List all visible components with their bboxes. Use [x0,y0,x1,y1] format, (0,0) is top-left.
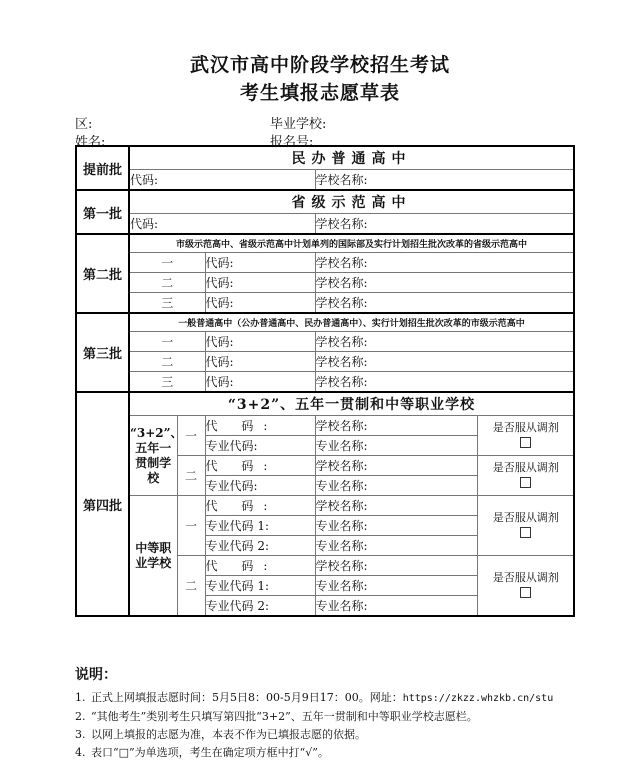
major-name-1-field-fourth-b-1[interactable]: 专业名称: [315,516,478,536]
ordinal-second-2: 二 [129,273,205,293]
note-item-1 [75,689,595,708]
note-item-2 [75,708,595,726]
school-name-field-third-3[interactable]: 学校名称: [315,372,574,393]
ordinal-second-3: 三 [129,293,205,314]
ordinal-third-3: 三 [129,372,205,393]
major-name-field-fourth-a-2[interactable]: 专业名称: [315,476,478,496]
student-name-label: 姓名: [75,135,106,150]
table-row [76,214,574,235]
school-name-field-second-2[interactable]: 学校名称: [315,273,574,293]
note-number: 4. [75,746,86,759]
obey-adjustment-fourth-b-1[interactable] [478,496,574,556]
school-name-field-third-2[interactable]: 学校名称: [315,352,574,372]
code-label: 代 码: [205,459,278,473]
school-name-field-second-1[interactable]: 学校名称: [315,253,574,273]
code-field-first[interactable]: 代码: [129,214,315,235]
obey-adjustment-fourth-a-1[interactable] [478,416,574,456]
school-name-field-first[interactable]: 学校名称: [315,214,574,235]
table-row [76,273,574,293]
volunteer-form-table [75,145,575,617]
batch-label-third: 第三批 [76,313,129,392]
obey-adjustment-label: 是否服从调剂 [492,570,559,584]
ordinal-fourth-b-2: 二 [177,556,205,617]
table-row [76,146,574,170]
code-field-second-3[interactable]: 代码: [205,293,315,314]
code-label: 代 码: [205,559,278,573]
major-name-2-field-fourth-b-2[interactable]: 专业名称: [315,596,478,617]
code-field-third-3[interactable]: 代码: [205,372,315,393]
note-item-3 [75,726,595,744]
batch-label-second: 第二批 [76,234,129,313]
obey-adjustment-checkbox[interactable] [520,437,531,448]
registration-number-label: 报名号: [270,135,314,150]
school-name-field-fourth-b-2[interactable]: 学校名称: [315,556,478,576]
title-line-secondary: 考生填报志愿草表 [239,82,400,104]
code-field-third-1[interactable]: 代码: [205,332,315,352]
section-heading-third: 一般普通高中（公办普通高中、民办普通高中）、实行计划招生批次改革的市级示范高中 [129,313,574,332]
ordinal-fourth-a-2: 二 [177,456,205,496]
major-code-1-field-fourth-b-1[interactable]: 专业代码 1: [205,516,315,536]
table-row [76,170,574,191]
table-row [76,293,574,314]
code-field-second-2[interactable]: 代码: [205,273,315,293]
code-field-fourth-a-1[interactable] [205,416,315,436]
ordinal-third-1: 一 [129,332,205,352]
code-field-fourth-b-2[interactable] [205,556,315,576]
code-field-pre[interactable]: 代码: [129,170,315,191]
obey-adjustment-checkbox[interactable] [520,587,531,598]
note-number: 2. [75,710,86,723]
ordinal-fourth-b-1: 一 [177,496,205,556]
obey-adjustment-fourth-a-2[interactable] [478,456,574,496]
table-row [76,332,574,352]
major-code-field-fourth-a-1[interactable]: 专业代码: [205,436,315,456]
notes-title: 说明： [75,667,117,683]
table-row [76,253,574,273]
note-item-4 [75,744,595,762]
code-field-third-2[interactable]: 代码: [205,352,315,372]
major-code-2-field-fourth-b-2[interactable]: 专业代码 2: [205,596,315,617]
school-name-field-second-3[interactable]: 学校名称: [315,293,574,314]
note-number: 3. [75,728,86,741]
batch-label-fourth: 第四批 [76,392,129,616]
obey-adjustment-label: 是否服从调剂 [492,460,559,474]
table-row [76,352,574,372]
table-row [76,234,574,253]
ordinal-fourth-a-1: 一 [177,416,205,456]
note-url[interactable]: https://zkzz.whzkb.cn/stu [402,693,554,704]
batch-label-pre: 提前批 [76,146,129,190]
table-row [76,392,574,416]
table-row [76,372,574,393]
code-label: 代 码: [205,499,278,513]
group-label-vocational-3plus2: “3+2”、五年一贯制学校 [129,416,177,496]
ordinal-second-1: 一 [129,253,205,273]
school-name-field-pre[interactable]: 学校名称: [315,170,574,191]
table-row [76,416,574,436]
note-text: 以网上填报的志愿为准，本表不作为已填报志愿的依据。 [91,728,366,741]
major-name-2-field-fourth-b-1[interactable]: 专业名称: [315,536,478,556]
school-name-field-fourth-b-1[interactable]: 学校名称: [315,496,478,516]
code-field-fourth-a-2[interactable] [205,456,315,476]
obey-adjustment-checkbox[interactable] [520,527,531,538]
major-code-field-fourth-a-2[interactable]: 专业代码: [205,476,315,496]
obey-adjustment-label: 是否服从调剂 [492,510,559,524]
section-heading-fourth: “3+2”、五年一贯制和中等职业学校 [129,392,574,416]
notes-section [75,664,595,762]
school-name-field-third-1[interactable]: 学校名称: [315,332,574,352]
code-label: 代 码: [205,419,278,433]
section-heading-first: 省级示范高中 [129,190,574,214]
note-text: “其他考生”类别考生只填写第四批“3+2”、五年一贯制和中等职业学校志愿栏。 [91,710,478,723]
obey-adjustment-label: 是否服从调剂 [492,420,559,434]
code-field-fourth-b-1[interactable] [205,496,315,516]
major-code-1-field-fourth-b-2[interactable]: 专业代码 1: [205,576,315,596]
section-heading-second: 市级示范高中、省级示范高中计划单列的国际部及实行计划招生批次改革的省级示范高中 [129,234,574,253]
major-code-2-field-fourth-b-1[interactable]: 专业代码 2: [205,536,315,556]
major-name-1-field-fourth-b-2[interactable]: 专业名称: [315,576,478,596]
batch-label-first: 第一批 [76,190,129,234]
graduating-school-label: 毕业学校: [270,117,327,132]
school-name-field-fourth-a-2[interactable]: 学校名称: [315,456,478,476]
obey-adjustment-checkbox[interactable] [520,477,531,488]
table-row [76,190,574,214]
document-title [0,0,640,106]
title-line-primary: 武汉市高中阶段学校招生考试 [189,54,450,76]
note-text: 正式上网填报志愿时间：5月5日8：00-5月9日17：00。网址： [91,691,403,704]
table-row [76,496,574,516]
group-label-secondary-vocational: 中等职业学校 [129,496,177,617]
code-field-second-1[interactable]: 代码: [205,253,315,273]
note-number: 1. [75,691,86,704]
table-row [76,313,574,332]
ordinal-third-2: 二 [129,352,205,372]
major-name-field-fourth-a-1[interactable]: 专业名称: [315,436,478,456]
obey-adjustment-fourth-b-2[interactable] [478,556,574,617]
note-text: 表口“□”为单选项，考生在确定项方框中打“√”。 [91,746,329,759]
district-label: 区: [75,117,93,132]
school-name-field-fourth-a-1[interactable]: 学校名称: [315,416,478,436]
section-heading-pre: 民办普通高中 [129,146,574,170]
